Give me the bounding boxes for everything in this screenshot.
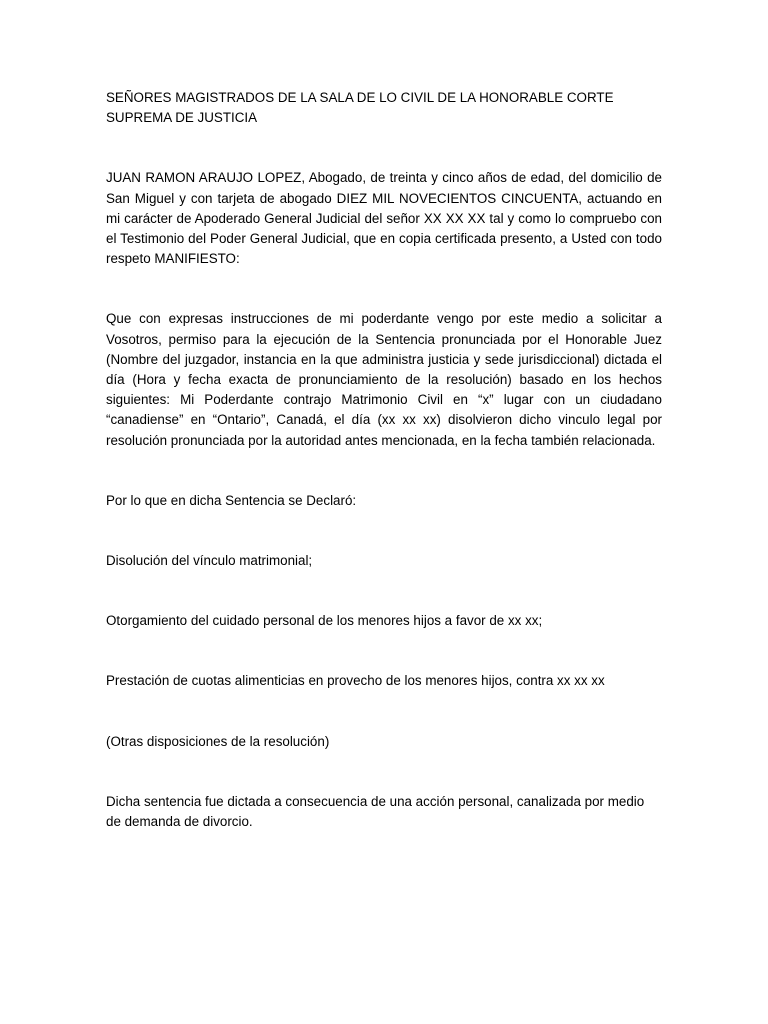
intro-paragraph: JUAN RAMON ARAUJO LOPEZ, Abogado, de treinta y cinco años de edad, del domicilio de San Miguel y con tarjeta de abogado DIEZ MIL NOVECIENTOS CINCUENTA, actuando en mi carácter de Apoderado General Judicial del señor XX XX XX tal y como lo compruebo con el Testimonio del Poder General Judicial, que en copia certificada presento, a Usted con todo respeto MANIFIESTO: (106, 170, 662, 267)
declared-item: (Otras disposiciones de la resolución) (106, 733, 330, 749)
document-heading: SEÑORES MAGISTRADOS DE LA SALA DE LO CIVIL DE LA HONORABLE CORTE SUPREMA DE JUSTICIA (106, 90, 614, 126)
declared-item: Otorgamiento del cuidado personal de los menores hijos a favor de xx xx; (106, 613, 543, 629)
declared-item: Disolución del vínculo matrimonial; (106, 553, 313, 569)
declared-item: Prestación de cuotas alimenticias en provecho de los menores hijos, contra xx xx xx (106, 673, 605, 689)
closing-paragraph: Dicha sentencia fue dictada a consecuencia de una acción personal, canalizada por medio de demanda de divorcio. (106, 793, 645, 830)
document-page (106, 88, 662, 832)
declared-paragraph: Por lo que en dicha Sentencia se Declaró: (106, 492, 357, 508)
body-paragraph: Que con expresas instrucciones de mi poderdante vengo por este medio a solicitar a Vosotros, permiso para la ejecución de la Sentencia pronunciada por el Honorable Juez (Nombre del juzgador, instancia en la que administra justicia y sede jurisdiccional) dictada el día (Hora y fecha exacta de pronunciamiento de la resolución) basado en los hechos siguientes: Mi Poderdante contrajo Matrimonio Civil en “x” lugar con un ciudadano “canadiense” en “Ontario”, Canadá, el día (xx xx xx) disolvieron dicho vinculo legal por resolución pronunciada por la autoridad antes mencionada, en la fecha también relacionada. (106, 311, 662, 448)
